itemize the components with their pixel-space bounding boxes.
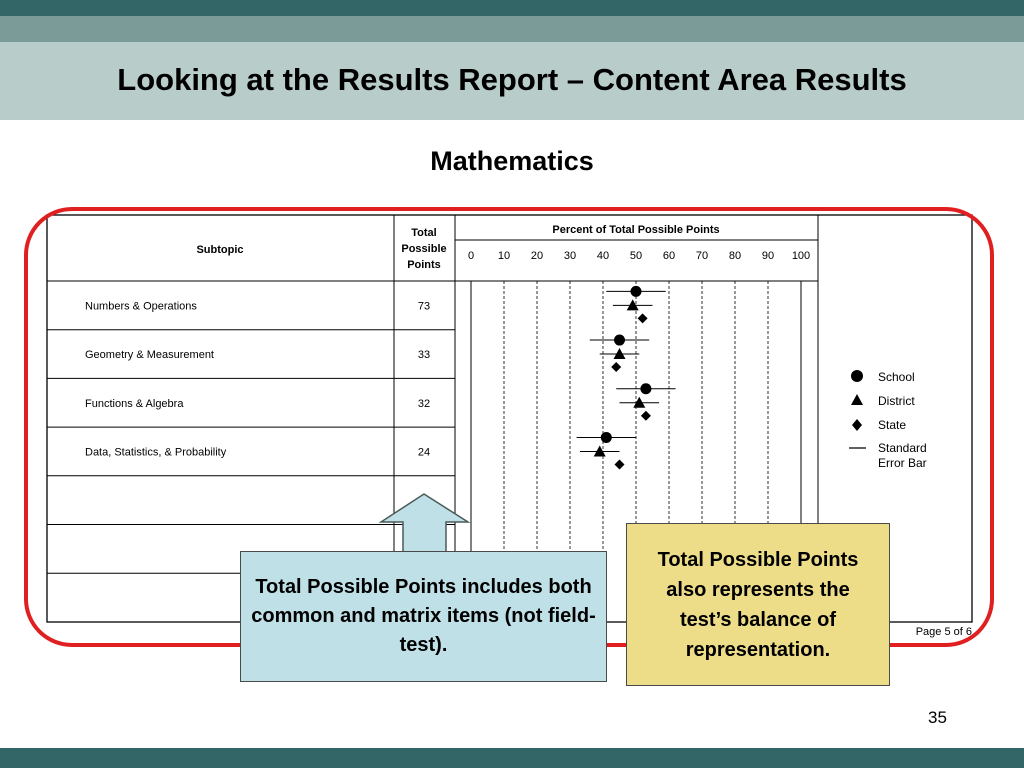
row-subtopic-label: Numbers & Operations [85, 300, 197, 313]
header-total-line1: Total [411, 227, 437, 239]
x-tick-label: 70 [695, 250, 709, 262]
legend-district-label: District [878, 394, 915, 408]
x-tick-label: 20 [530, 250, 544, 262]
legend-sem-label-2: Error Bar [878, 456, 927, 470]
callout-total-points [240, 551, 607, 682]
callout-total-points-text: Total Possible Points includes both common and matrix items (not field-test). [251, 576, 596, 656]
x-tick-label: 100 [791, 250, 811, 262]
row-points-value: 73 [417, 300, 431, 313]
callout-balance [626, 523, 890, 686]
row-points-value: 33 [417, 349, 431, 362]
x-tick-label: 10 [497, 250, 511, 262]
legend-school-label: School [878, 370, 915, 384]
row-subtopic-label: Geometry & Measurement [85, 349, 214, 362]
x-tick-label: 80 [728, 250, 742, 262]
slide-title: Looking at the Results Report – Content Area Results [117, 62, 907, 97]
x-tick-label: 90 [761, 250, 775, 262]
x-tick-label: 50 [629, 250, 643, 262]
x-tick-label: 0 [467, 250, 475, 262]
chart-title: Percent of Total Possible Points [552, 224, 720, 236]
x-tick-label: 30 [563, 250, 577, 262]
row-subtopic-label: Functions & Algebra [85, 397, 184, 410]
header-subtopic: Subtopic [196, 244, 244, 256]
row-points-value: 32 [417, 397, 431, 410]
header-total-line3: Points [407, 259, 441, 271]
slide-page-number: 35 [928, 708, 947, 727]
x-tick-label: 60 [662, 250, 676, 262]
legend-state-label: State [878, 418, 907, 432]
row-subtopic-label: Data, Statistics, & Probability [85, 446, 227, 459]
bottom-accent-band [0, 748, 1024, 768]
callout-balance-text: Total Possible Points also represents the test’s balance of representation. [657, 548, 859, 661]
report-page-label: Page 5 of 6 [915, 626, 972, 638]
legend-sem-label-1: Standard [878, 441, 927, 455]
slide-subtitle: Mathematics [430, 146, 594, 176]
row-points-value: 24 [417, 446, 431, 459]
x-tick-label: 40 [596, 250, 610, 262]
header-total-line2: Possible [401, 243, 447, 255]
